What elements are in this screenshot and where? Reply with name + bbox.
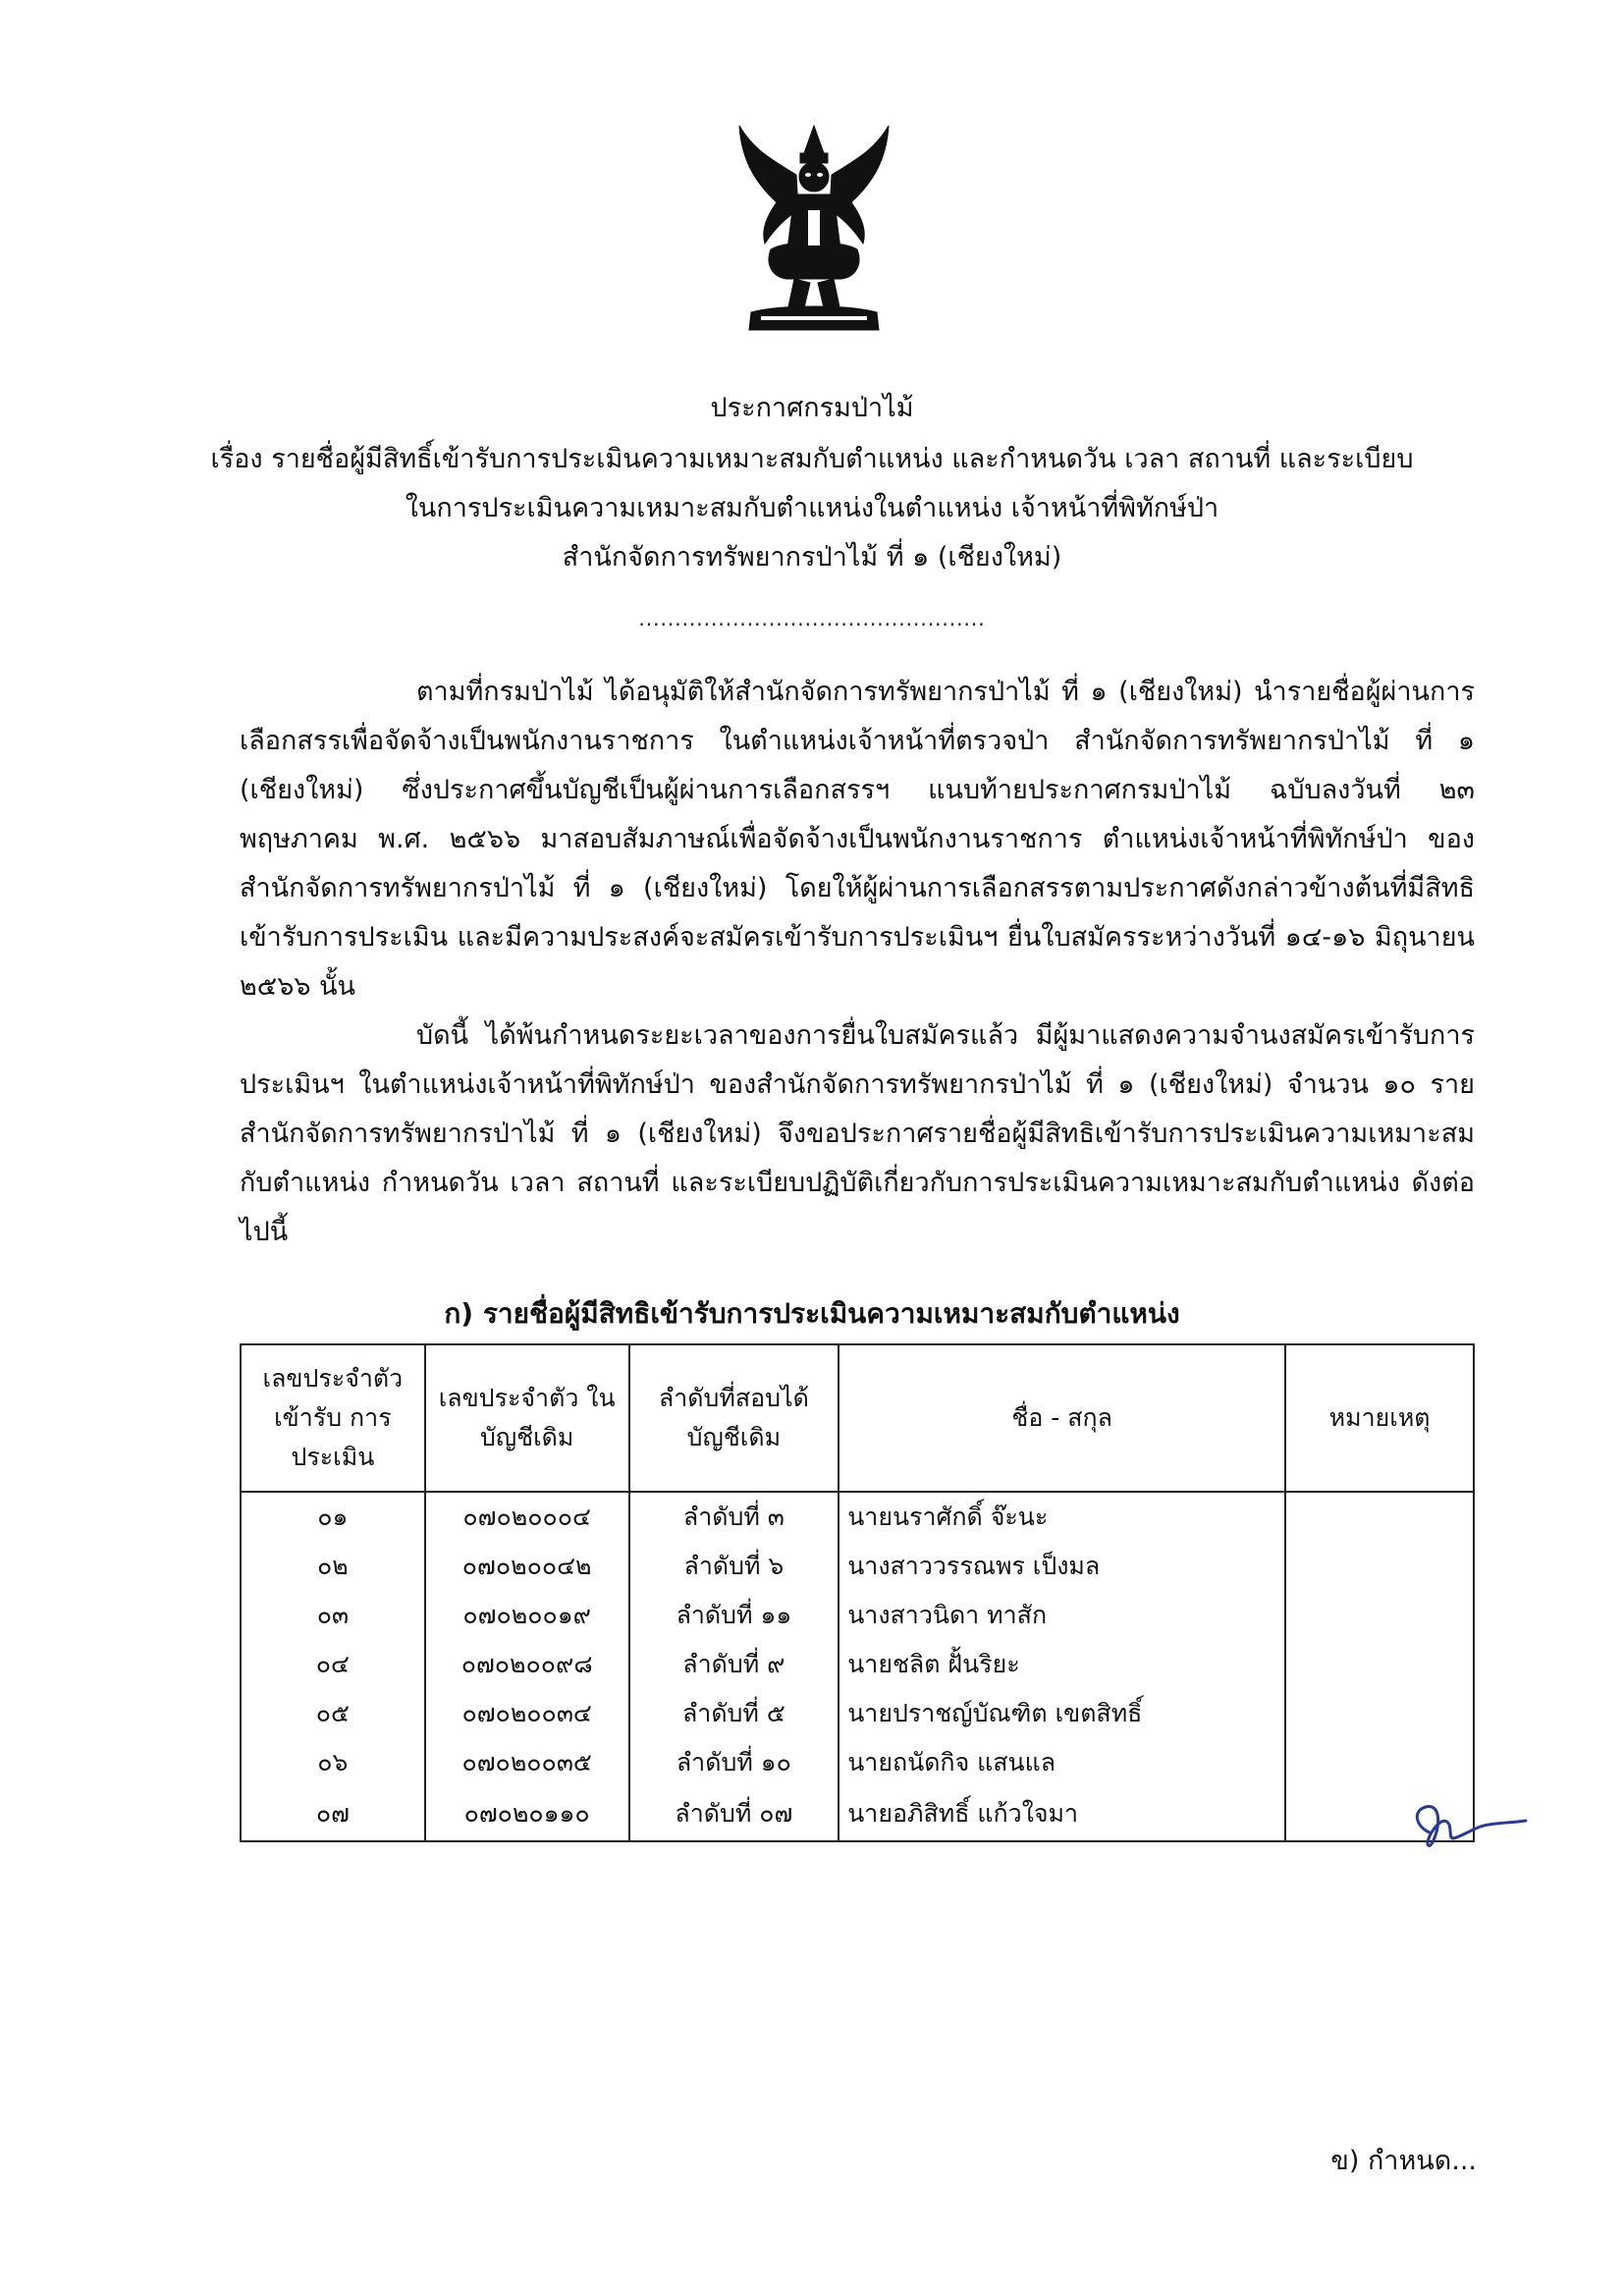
cell-original-rank: ลำดับที่ ๕ (629, 1689, 839, 1738)
cell-remarks (1285, 1492, 1474, 1542)
header-exam-id: เลขประจำตัว เข้ารับ การประเมิน (241, 1344, 425, 1492)
cell-exam-id: ๐๔ (241, 1640, 425, 1689)
body-paragraph-2: บัดนี้ ได้พ้นกำหนดระยะเวลาของการยื่นใบสมัครแล้ว มีผู้มาแสดงความจำนงสมัครเข้ารับการประเมินฯ ในตำแหน่งเจ้าหน้าที่พิทักษ์ป่า ของสำนักจัดการทรัพยากรป่าไม้ ที่ ๑ (เชียงใหม่) จำนวน ๑๐ ราย สำนักจัดการทรัพยากรป่าไม้ ที่ ๑ (เชียงใหม่) จึงขอประกาศรายชื่อผู้มีสิทธิเข้ารับการประเมินความเหมาะสมกับตำแหน่ง กำหนดวัน เวลา สถานที่ และระเบียบปฏิบัติเกี่ยวกับการประเมินความเหมาะสมกับตำแหน่ง ดังต่อไปนี้ (240, 1020, 1475, 1247)
cell-original-id: ๐๗๐๒๐๑๑๐ (425, 1787, 629, 1841)
table-title: ก) รายชื่อผู้มีสิทธิเข้ารับการประเมินความเหมาะสมกับตำแหน่ง (444, 1297, 1180, 1330)
body-paragraph-1: ตามที่กรมป่าไม้ ได้อนุมัติให้สำนักจัดการทรัพยากรป่าไม้ ที่ ๑ (เชียงใหม่) นำรายชื่อผู้ผ่านการเลือกสรรเพื่อจัดจ้างเป็นพนักงานราชการ ในตำแหน่งเจ้าหน้าที่ตรวจป่า สำนักจัดการทรัพยากรป่าไม้ ที่ ๑ (เชียงใหม่) ซึ่งประกาศขึ้นบัญชีเป็นผู้ผ่านการเลือกสรรฯ แนบท้ายประกาศกรมป่าไม้ ฉบับลงวันที่ ๒๓ พฤษภาคม พ.ศ. ๒๕๖๖ มาสอบสัมภาษณ์เพื่อจัดจ้างเป็นพนักงานราชการ ตำแหน่งเจ้าหน้าที่พิทักษ์ป่า ของสำนักจัดการทรัพยากรป่าไม้ ที่ ๑ (เชียงใหม่) โดยให้ผู้ผ่านการเลือกสรรตามประกาศดังกล่าวข้างต้นที่มีสิทธิเข้ารับการประเมิน และมีความประสงค์จะสมัครเข้ารับการประเมินฯ ยื่นใบสมัครระหว่างวันที่ ๑๔-๑๖ มิถุนายน ๒๕๖๖ นั้น (240, 677, 1475, 1002)
cell-full-name: นายชลิต ฝั้นริยะ (839, 1640, 1285, 1689)
header-original-rank: ลำดับที่สอบได้ บัญชีเดิม (629, 1344, 839, 1492)
table-row (241, 1591, 1474, 1640)
table-row (241, 1689, 1474, 1738)
subject-line-1: เรื่อง รายชื่อผู้มีสิทธิ์เข้ารับการประเมินความเหมาะสมกับตำแหน่ง และกำหนดวัน เวลา สถานที่ และระเบียบ (210, 444, 1414, 474)
cell-remarks (1285, 1689, 1474, 1738)
table-row (241, 1640, 1474, 1689)
cell-original-id: ๐๗๐๒๐๐๐๔ (425, 1492, 629, 1542)
cell-exam-id: ๐๗ (241, 1787, 425, 1841)
table-row (241, 1787, 1474, 1841)
cell-exam-id: ๐๒ (241, 1542, 425, 1591)
cell-original-id: ๐๗๐๒๐๐๔๒ (425, 1542, 629, 1591)
cell-full-name: นายถนัดกิจ แสนแล (839, 1738, 1285, 1787)
cell-original-rank: ลำดับที่ ๙ (629, 1640, 839, 1689)
cell-original-rank: ลำดับที่ ๖ (629, 1542, 839, 1591)
cell-remarks (1285, 1738, 1474, 1787)
cell-remarks (1285, 1591, 1474, 1640)
subject-line-2: ในการประเมินความเหมาะสมกับตำแหน่งในตำแหน่ง เจ้าหน้าที่พิทักษ์ป่า (405, 493, 1219, 523)
garuda-emblem (731, 120, 896, 338)
cell-exam-id: ๐๑ (241, 1492, 425, 1542)
cell-full-name: นายอภิสิทธิ์ แก้วใจมา (839, 1787, 1285, 1841)
cell-full-name: นายปราชญ์บัณฑิต เขตสิทธิ์ (839, 1689, 1285, 1738)
handwritten-signature (1402, 1787, 1530, 1866)
cell-full-name: นายนราศักดิ์ จ๊ะนะ (839, 1492, 1285, 1542)
cell-exam-id: ๐๓ (241, 1591, 425, 1640)
cell-original-rank: ลำดับที่ ๐๗ (629, 1787, 839, 1841)
cell-original-id: ๐๗๐๒๐๐๑๙ (425, 1591, 629, 1640)
cell-original-rank: ลำดับที่ ๑๐ (629, 1738, 839, 1787)
cell-original-id: ๐๗๐๒๐๐๓๔ (425, 1689, 629, 1738)
cell-original-rank: ลำดับที่ ๑๑ (629, 1591, 839, 1640)
table-row (241, 1542, 1474, 1591)
subject-line-3: สำนักจัดการทรัพยากรป่าไม้ ที่ ๑ (เชียงใหม่) (562, 542, 1062, 573)
separator-dots: ................................................ (638, 607, 986, 630)
cell-original-id: ๐๗๐๒๐๐๙๘ (425, 1640, 629, 1689)
continuation-note: ข) กำหนด... (1330, 2146, 1477, 2176)
cell-remarks (1285, 1542, 1474, 1591)
cell-original-id: ๐๗๐๒๐๐๓๕ (425, 1738, 629, 1787)
cell-exam-id: ๐๖ (241, 1738, 425, 1787)
table-row (241, 1738, 1474, 1787)
candidate-table (240, 1343, 1475, 1842)
header-original-id: เลขประจำตัว ในบัญชีเดิม (425, 1344, 629, 1492)
cell-full-name: นางสาวนิดา ทาสัก (839, 1591, 1285, 1640)
table-header-row (241, 1344, 1474, 1492)
cell-exam-id: ๐๕ (241, 1689, 425, 1738)
header-remarks: หมายเหตุ (1285, 1344, 1474, 1492)
cell-original-rank: ลำดับที่ ๓ (629, 1492, 839, 1542)
cell-remarks (1285, 1640, 1474, 1689)
cell-full-name: นางสาววรรณพร เป็งมล (839, 1542, 1285, 1591)
header-full-name: ชื่อ - สกุล (839, 1344, 1285, 1492)
announcement-title: ประกาศกรมป่าไม้ (710, 393, 914, 423)
table-row (241, 1492, 1474, 1542)
